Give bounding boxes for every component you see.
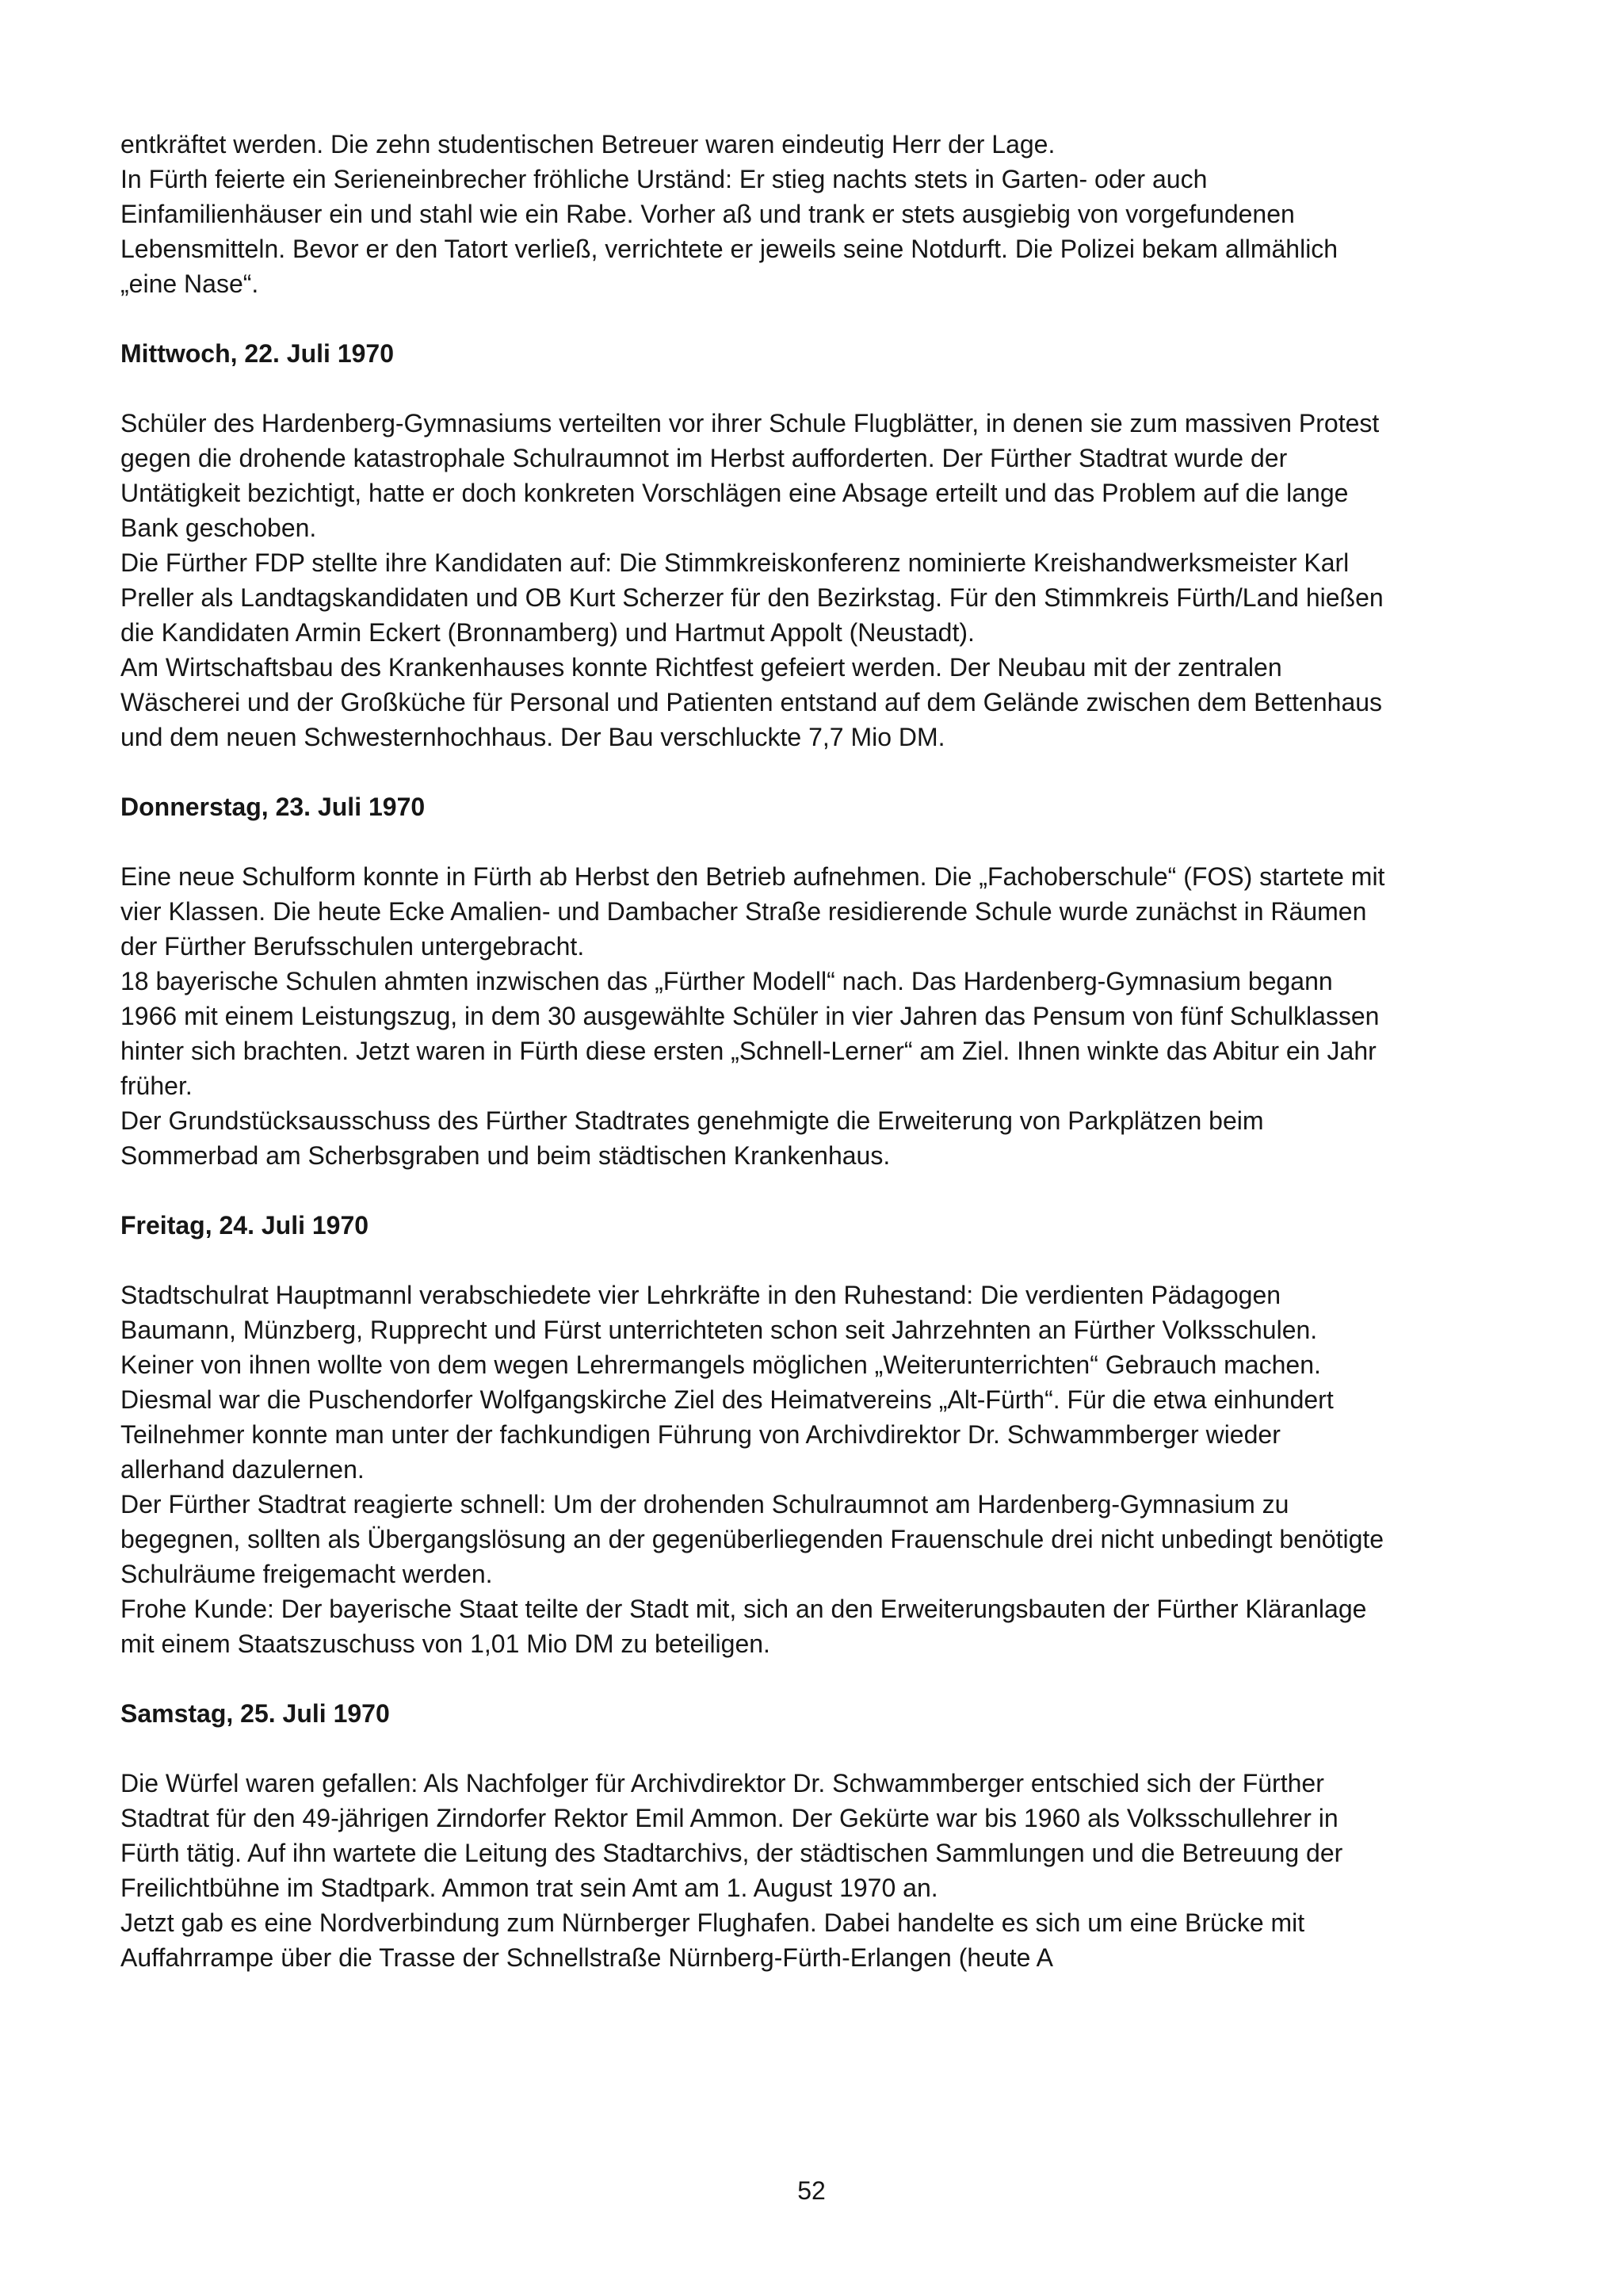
section-heading: Samstag, 25. Juli 1970 xyxy=(120,1699,390,1728)
paragraph: Jetzt gab es eine Nordverbindung zum Nürnberger Flughafen. Dabei handelte es sich um eine Brücke mit Auffahrrampe über die Trasse der Schnellstraße Nürnberg-Fürth-Erlangen (heute A xyxy=(120,1908,1305,1972)
section-heading: Freitag, 24. Juli 1970 xyxy=(120,1211,369,1240)
paragraph: Der Grundstücksausschuss des Fürther Stadtrates genehmigte die Erweiterung von Parkplätzen beim Sommerbad am Scherbsgraben und beim städtischen Krankenhaus. xyxy=(120,1106,1264,1170)
page-footer xyxy=(0,2173,1623,2208)
section-heading: Mittwoch, 22. Juli 1970 xyxy=(120,339,394,368)
paragraph: Die Würfel waren gefallen: Als Nachfolger für Archivdirektor Dr. Schwammberger entschied sich der Fürther Stadtrat für den 49-jährigen Zirndorfer Rektor Emil Ammon. Der Gekürte war bis 1960 als Volksschullehrer in Fürth tätig. Auf ihn wartete die Leitung des Stadtarchivs, der städtischen Sammlungen und die Betreuung der Freilichtbühne im Stadtpark. Ammon trat sein Amt am 1. August 1970 an. xyxy=(120,1769,1343,1902)
paragraph: Diesmal war die Puschendorfer Wolfgangskirche Ziel des Heimatvereins „Alt-Fürth“. Für die etwa einhundert Teilnehmer konnte man unter der fachkundigen Führung von Archivdirektor Dr. Schwammberger wieder allerhand dazulernen. xyxy=(120,1385,1334,1484)
paragraph: In Fürth feierte ein Serieneinbrecher fröhliche Urständ: Er stieg nachts stets in Garten- oder auch Einfamilienhäuser ein und stahl wie ein Rabe. Vorher aß und trank er stets ausgiebig von vorgefundenen Lebensmitteln. Bevor er den Tatort verließ, verrichtete er jeweils seine Notdurft. Die Polizei bekam allmählich „eine Nase“. xyxy=(120,165,1338,298)
paragraph: Der Fürther Stadtrat reagierte schnell: Um der drohenden Schulraumnot am Hardenberg-Gymnasium zu begegnen, sollten als Übergangslösung an der gegenüberliegenden Frauenschule drei nicht unbedingt benötigte Schulräume freigemacht werden. xyxy=(120,1490,1384,1588)
paragraph: 18 bayerische Schulen ahmten inzwischen das „Fürther Modell“ nach. Das Hardenberg-Gymnasium begann 1966 mit einem Leistungszug, in dem 30 ausgewählte Schüler in vier Jahren das Pensum von fünf Schulklassen hinter sich brachten. Jetzt waren in Fürth diese ersten „Schnell-Lerner“ am Ziel. Ihnen winkte das Abitur ein Jahr früher. xyxy=(120,967,1380,1100)
paragraph: entkräftet werden. Die zehn studentischen Betreuer waren eindeutig Herr der Lage. xyxy=(120,130,1056,159)
paragraph: Frohe Kunde: Der bayerische Staat teilte der Stadt mit, sich an den Erweiterungsbauten der Fürther Kläranlage mit einem Staatszuschuss von 1,01 Mio DM zu beteiligen. xyxy=(120,1595,1367,1658)
paragraph: Stadtschulrat Hauptmannl verabschiedete vier Lehrkräfte in den Ruhestand: Die verdienten Pädagogen Baumann, Münzberg, Rupprecht und Fürst unterrichteten schon seit Jahrzehnten an Fürther Volksschulen. Keiner von ihnen wollte von dem wegen Lehrermangels möglichen „Weiterunterrichten“ Gebrauch machen. xyxy=(120,1281,1321,1379)
section-heading: Donnerstag, 23. Juli 1970 xyxy=(120,793,426,821)
paragraph: Schüler des Hardenberg-Gymnasiums verteilten vor ihrer Schule Flugblätter, in denen sie zum massiven Protest gegen die drohende katastrophale Schulraumnot im Herbst aufforderten. Der Fürther Stadtrat wurde der Untätigkeit bezichtigt, hatte er doch konkreten Vorschlägen eine Absage erteilt und das Problem auf die lange Bank geschoben. xyxy=(120,409,1380,542)
paragraph: Eine neue Schulform konnte in Fürth ab Herbst den Betrieb aufnehmen. Die „Fachoberschule“ (FOS) startete mit vier Klassen. Die heute Ecke Amalien- und Dambacher Straße residierende Schule wurde zunächst in Räumen der Fürther Berufsschulen untergebracht. xyxy=(120,862,1385,961)
paragraph: Am Wirtschaftsbau des Krankenhauses konnte Richtfest gefeiert werden. Der Neubau mit der zentralen Wäscherei und der Großküche für Personal und Patienten entstand auf dem Gelände zwischen dem Bettenhaus und dem neuen Schwesternhochhaus. Der Bau verschluckte 7,7 Mio DM. xyxy=(120,653,1383,751)
page-number: 52 xyxy=(797,2176,826,2205)
paragraph: Die Fürther FDP stellte ihre Kandidaten auf: Die Stimmkreiskonferenz nominierte Kreishandwerksmeister Karl Preller als Landtagskandidaten und OB Kurt Scherzer für den Bezirkstag. Für den Stimmkreis Fürth/Land hießen die Kandidaten Armin Eckert (Bronnamberg) und Hartmut Appolt (Neustadt). xyxy=(120,548,1384,647)
document-body xyxy=(120,127,1387,1975)
